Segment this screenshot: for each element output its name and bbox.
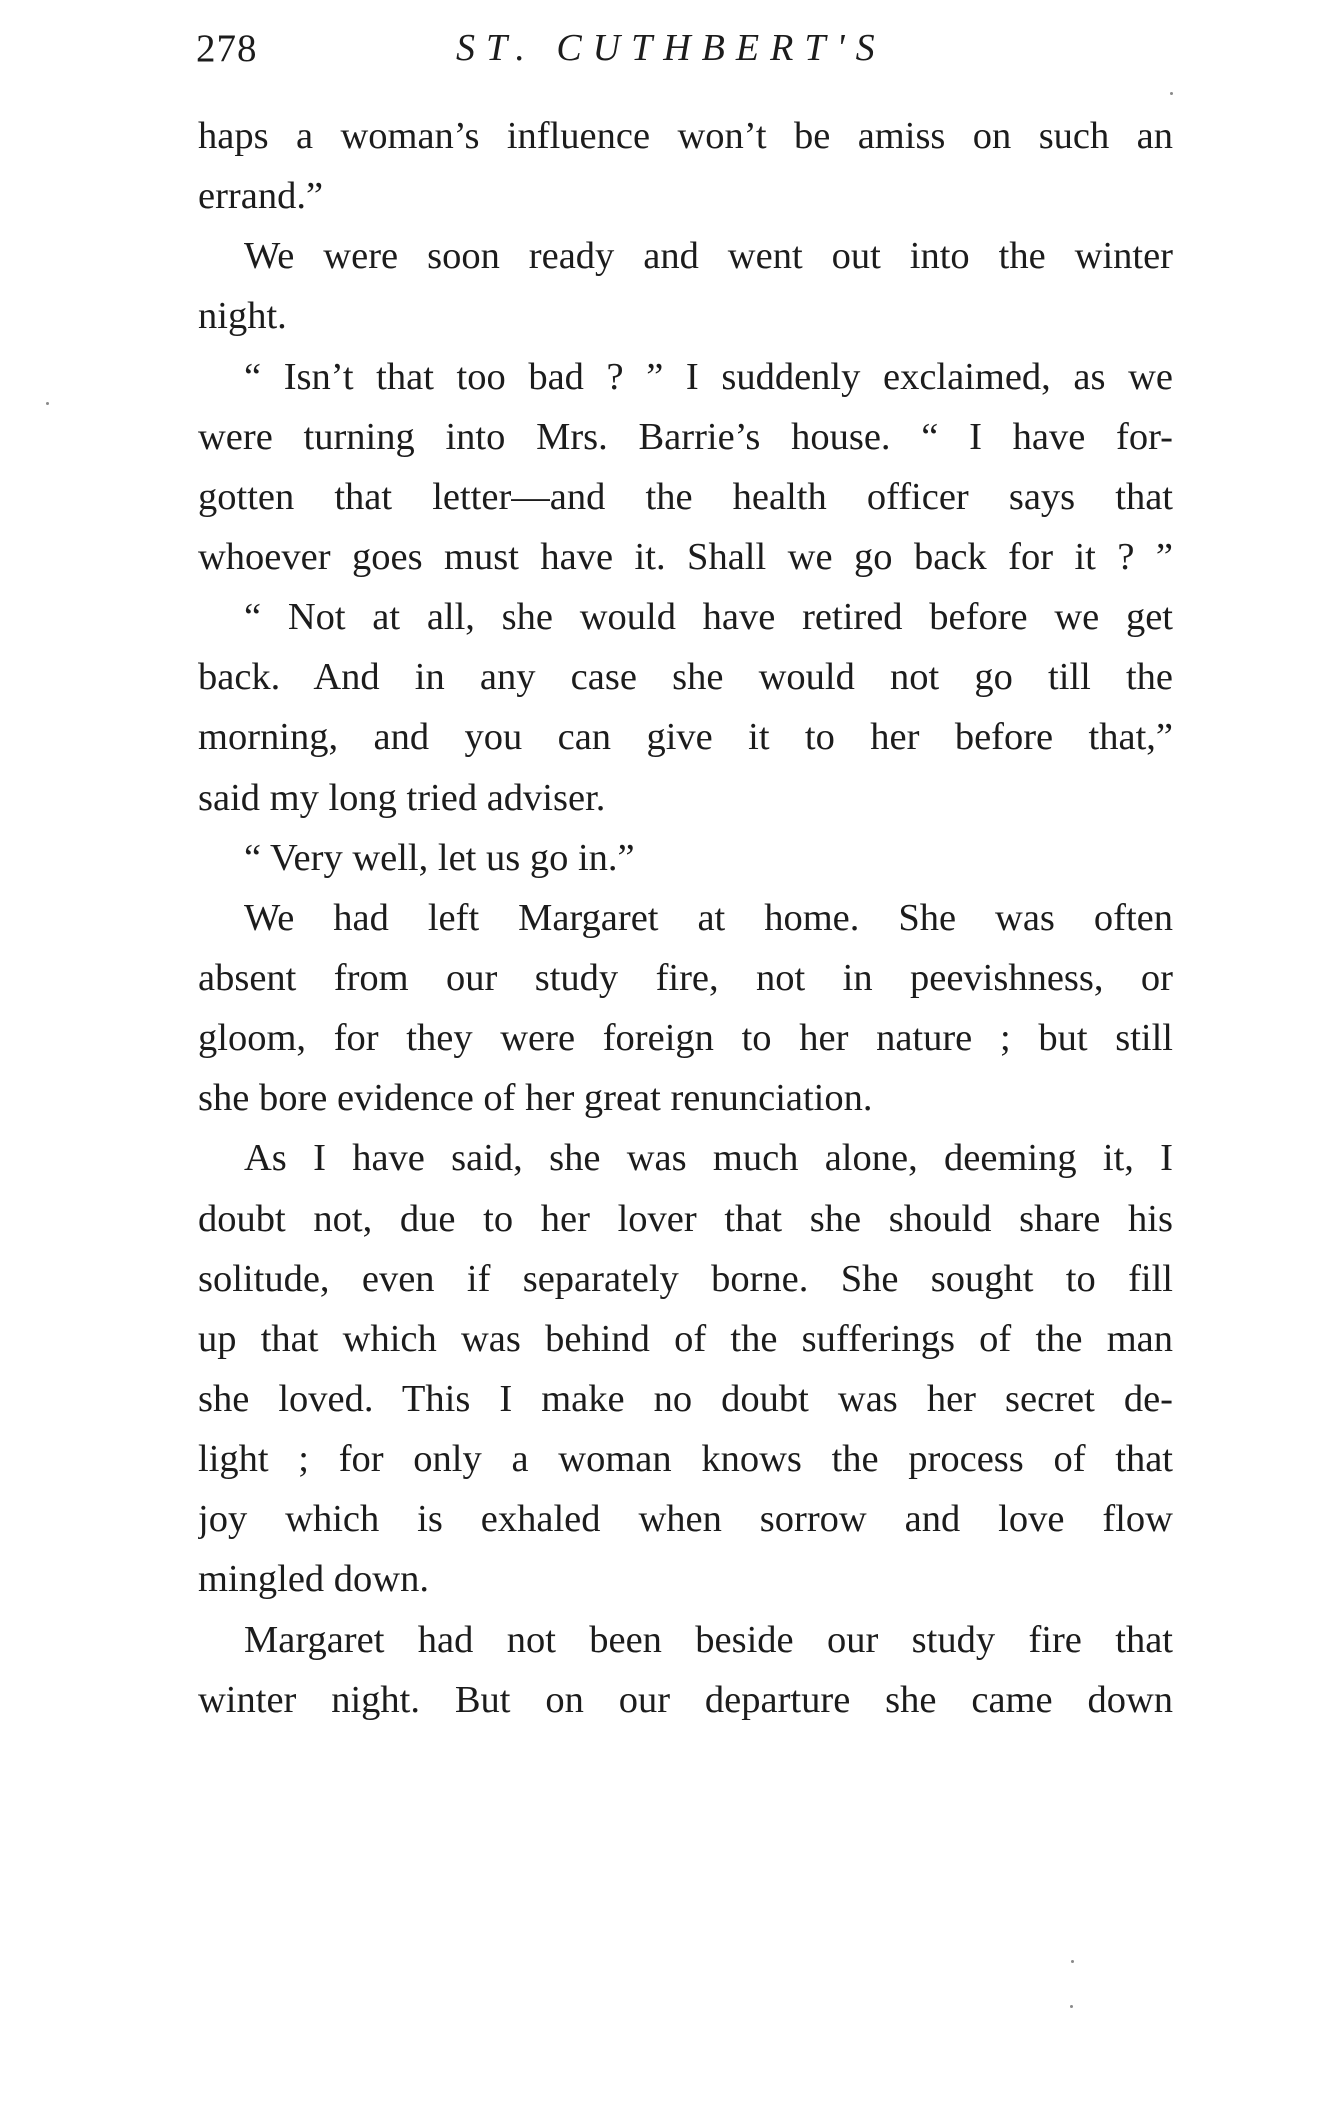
body-text <box>198 106 1173 1730</box>
text-line: joy which is exhaled when sorrow and love flow <box>198 1498 1173 1541</box>
text-line: winter night. But on our departure she came down <box>198 1678 1173 1721</box>
text-line: she bore evidence of her great renunciation. <box>198 1077 873 1120</box>
page-header <box>196 22 1171 82</box>
text-line: haps a woman’s influence won’t be amiss on such an <box>198 115 1173 157</box>
text-line: Margaret had not been beside our study fire that <box>244 1618 1173 1661</box>
text-line: gotten that letter—and the health officer says that <box>198 475 1173 518</box>
text-line: “ Isn’t that too bad ? ” I suddenly exclaimed, as we <box>244 355 1173 398</box>
text-line: she loved. This I make no doubt was her secret de- <box>198 1377 1173 1420</box>
text-line: morning, and you can give it to her before that,” <box>198 716 1173 759</box>
text-line: solitude, even if separately borne. She sought to fill <box>198 1257 1173 1300</box>
text-line: night. <box>198 295 287 338</box>
text-line: up that which was behind of the sufferings of the man <box>198 1317 1173 1360</box>
text-line: whoever goes must have it. Shall we go back for it ? ” <box>198 535 1173 578</box>
page-number: 278 <box>196 27 258 70</box>
text-line: absent from our study fire, not in peevishness, or <box>198 956 1173 999</box>
text-line: “ Not at all, she would have retired before we get <box>244 596 1173 639</box>
text-line: were turning into Mrs. Barrie’s house. “ I have for- <box>198 415 1173 458</box>
paper-speck <box>1071 1960 1074 1963</box>
text-line: errand.” <box>198 175 324 218</box>
text-line: As I have said, she was much alone, deeming it, I <box>244 1137 1173 1180</box>
text-line: “ Very well, let us go in.” <box>244 836 635 879</box>
text-line: We had left Margaret at home. She was often <box>244 896 1173 939</box>
text-line: light ; for only a woman knows the process of that <box>198 1438 1173 1481</box>
paper-speck <box>1070 2005 1073 2008</box>
text-line: We were soon ready and went out into the winter <box>244 235 1173 278</box>
text-line: doubt not, due to her lover that she should share his <box>198 1197 1173 1240</box>
paper-speck <box>46 402 49 405</box>
text-line: said my long tried adviser. <box>198 776 606 819</box>
running-title: ST. CUTHBERT'S <box>456 27 886 69</box>
paper-speck <box>1170 92 1173 95</box>
text-line: back. And in any case she would not go till the <box>198 656 1173 699</box>
text-line: gloom, for they were foreign to her nature ; but still <box>198 1017 1173 1060</box>
text-line: mingled down. <box>198 1558 429 1601</box>
